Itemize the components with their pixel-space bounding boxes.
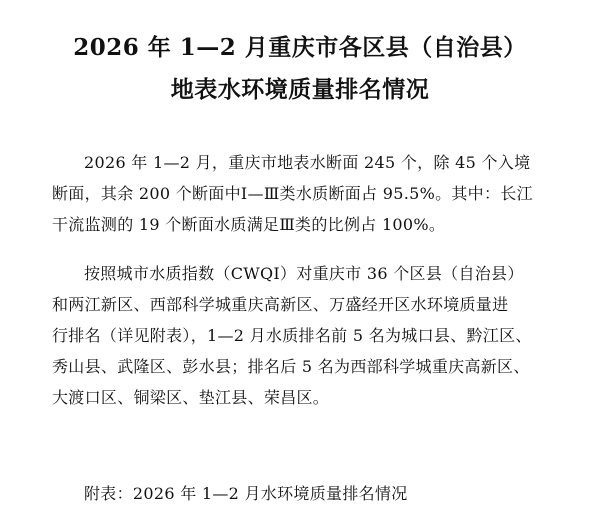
- paragraph-line: 断面，其余 200 个断面中Ⅰ—Ⅲ类水质断面占 95.5%。其中：长江: [52, 184, 533, 203]
- paragraph-line: 2026 年 1—2 月，重庆市地表水断面 245 个，除 45 个入境: [84, 153, 531, 172]
- paragraph-ranking-summary: [52, 258, 574, 413]
- paragraph-line: 按照城市水质指数（CWQI）对重庆市 36 个区县（自治县）: [84, 264, 524, 283]
- paragraph-line: 秀山县、武隆区、彭水县；排名后 5 名为西部科学城重庆高新区、: [52, 357, 530, 376]
- paragraph-surface-water-summary: [52, 147, 574, 240]
- attachment-note: 附表：2026 年 1—2 月水环境质量排名情况: [84, 484, 408, 503]
- paragraph-line: 干流监测的 19 个断面水质满足Ⅲ类的比例占 100%。: [52, 215, 446, 234]
- document-title-line-1: 2026 年 1—2 月重庆市各区县（自治县）: [73, 34, 527, 61]
- document-title-line-2: 地表水环境质量排名情况: [170, 76, 430, 103]
- paragraph-line: 行排名（详见附表），1—2 月水质排名前 5 名为城口县、黔江区、: [52, 326, 532, 345]
- paragraph-line: 大渡口区、铜梁区、垫江县、荣昌区。: [52, 388, 330, 407]
- paragraph-line: 和两江新区、西部科学城重庆高新区、万盛经开区水环境质量进: [52, 295, 509, 314]
